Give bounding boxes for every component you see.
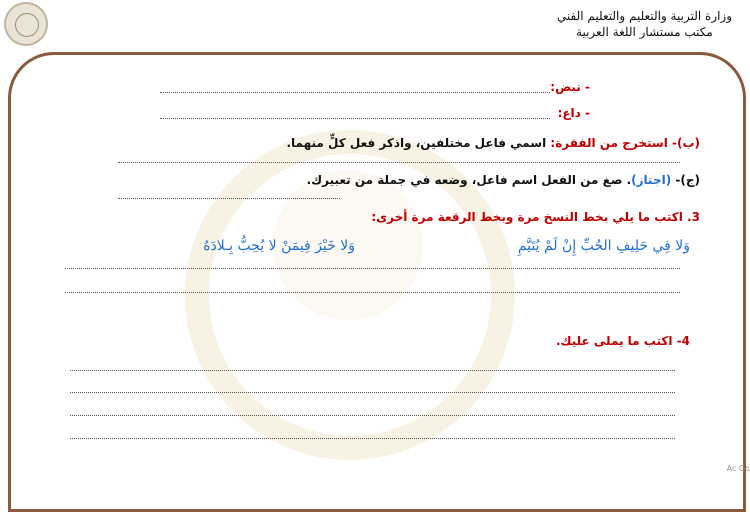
nabd-label: - نبض:: [550, 80, 590, 94]
corner-text: Ac Go: [726, 464, 750, 473]
question-c-prefix: (ج)-: [675, 173, 700, 187]
question-b-prefix: (ب)- استخرج من الفقرة:: [550, 136, 700, 150]
answer-4-line-3[interactable]: [70, 415, 675, 416]
answer-4-line-2[interactable]: [70, 392, 675, 393]
question-3: 3. اكتب ما يلي بخط النسخ مرة وبخط الرقعة مرة أخرى:: [371, 210, 700, 224]
ministry-logo: [4, 2, 48, 46]
answer-4-line-4[interactable]: [70, 438, 675, 439]
daa-answer-line[interactable]: [160, 118, 550, 119]
poem-second-hemistich: وَلا فِي حَلِيفِ الحُبِّ إِنْ لَمْ يُتَيَّمِ: [517, 238, 690, 254]
question-b-text: اسمي فاعل مختلفين، واذكر فعل كلٍّ منهما.: [286, 136, 551, 150]
header-office: مكتب مستشار اللغة العربية: [576, 25, 713, 39]
answer-4-line-1[interactable]: [70, 370, 675, 371]
header-title: [557, 8, 732, 40]
answer-3-line-2[interactable]: [65, 292, 680, 293]
nabd-answer-line[interactable]: [160, 92, 550, 93]
answer-c-line[interactable]: [118, 198, 340, 199]
answer-3-line-1[interactable]: [65, 268, 680, 269]
question-c-badge: (اجتاز): [631, 173, 672, 187]
poem-first-hemistich: وَلا خَيْرَ فِيمَنْ لا يُحِبُّ بِـلادَهُ: [203, 238, 355, 254]
question-c-text: . صغ من الفعل اسم فاعل، وضعه في جملة من تعبيرك.: [306, 173, 632, 187]
question-c: [307, 173, 700, 187]
question-b: [286, 136, 700, 150]
answer-b-line[interactable]: [118, 162, 680, 163]
daa-label: - داع:: [557, 106, 590, 120]
question-4: 4- اكتب ما يملى عليك.: [556, 334, 690, 348]
header-ministry: وزارة التربية والتعليم والتعليم الفني: [556, 9, 732, 23]
